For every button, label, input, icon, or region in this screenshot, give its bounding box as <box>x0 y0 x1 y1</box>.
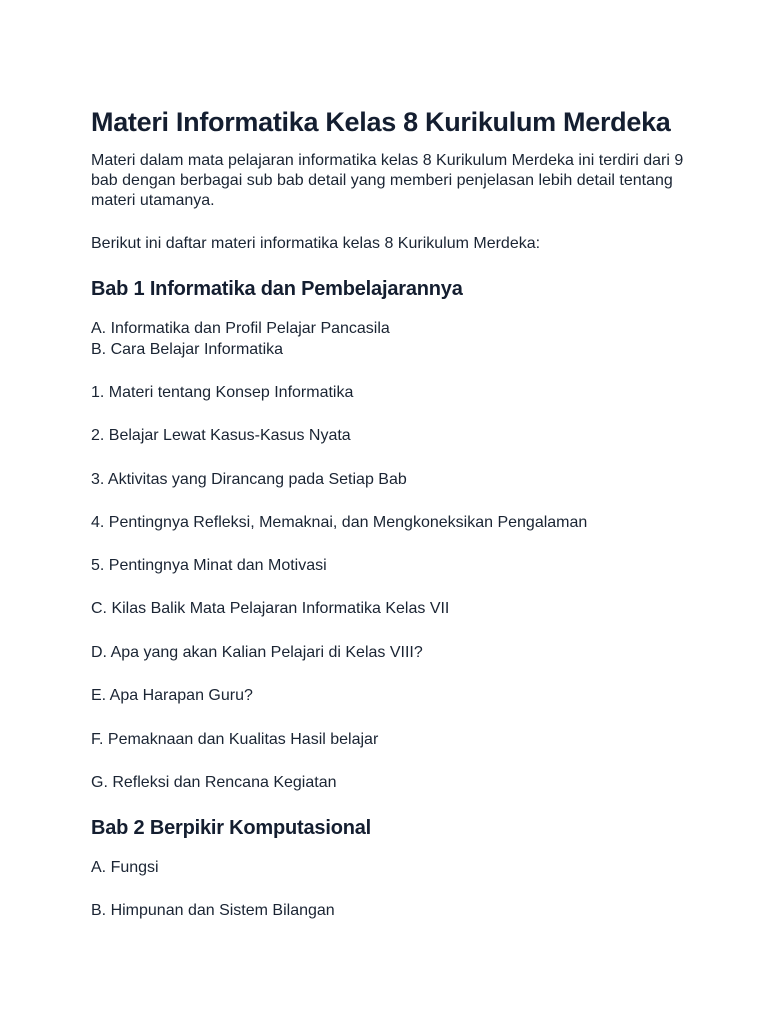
list-item: 1. Materi tentang Konsep Informatika <box>91 384 354 401</box>
section-heading-bab-2: Bab 2 Berpikir Komputasional <box>91 817 372 839</box>
list-item: E. Apa Harapan Guru? <box>91 687 253 704</box>
list-item: 5. Pentingnya Minat dan Motivasi <box>91 557 327 574</box>
list-item: 2. Belajar Lewat Kasus-Kasus Nyata <box>91 427 351 444</box>
list-item: F. Pemaknaan dan Kualitas Hasil belajar <box>91 731 379 748</box>
list-item: B. Himpunan dan Sistem Bilangan <box>91 902 335 919</box>
intro-paragraph: Materi dalam mata pelajaran informatika kelas 8 Kurikulum Merdeka ini terdiri dari 9 bab dengan berbagai sub bab detail yang memberi penjelasan lebih detail tentang materi utamanya. <box>91 152 684 209</box>
list-item: G. Refleksi dan Rencana Kegiatan <box>91 774 337 791</box>
list-item: D. Apa yang akan Kalian Pelajari di Kelas VIII? <box>91 644 423 661</box>
list-item: 3. Aktivitas yang Dirancang pada Setiap Bab <box>91 471 407 488</box>
list-item: 4. Pentingnya Refleksi, Memaknai, dan Mengkoneksikan Pengalaman <box>91 514 588 531</box>
list-item: B. Cara Belajar Informatika <box>91 341 284 358</box>
section-heading-bab-1: Bab 1 Informatika dan Pembelajarannya <box>91 278 463 300</box>
page-title: Materi Informatika Kelas 8 Kurikulum Merdeka <box>91 107 671 137</box>
list-item: A. Informatika dan Profil Pelajar Pancasila <box>91 320 390 337</box>
list-item: C. Kilas Balik Mata Pelajaran Informatika Kelas VII <box>91 600 450 617</box>
list-item: A. Fungsi <box>91 859 159 876</box>
lead-paragraph: Berikut ini daftar materi informatika kelas 8 Kurikulum Merdeka: <box>91 235 541 252</box>
